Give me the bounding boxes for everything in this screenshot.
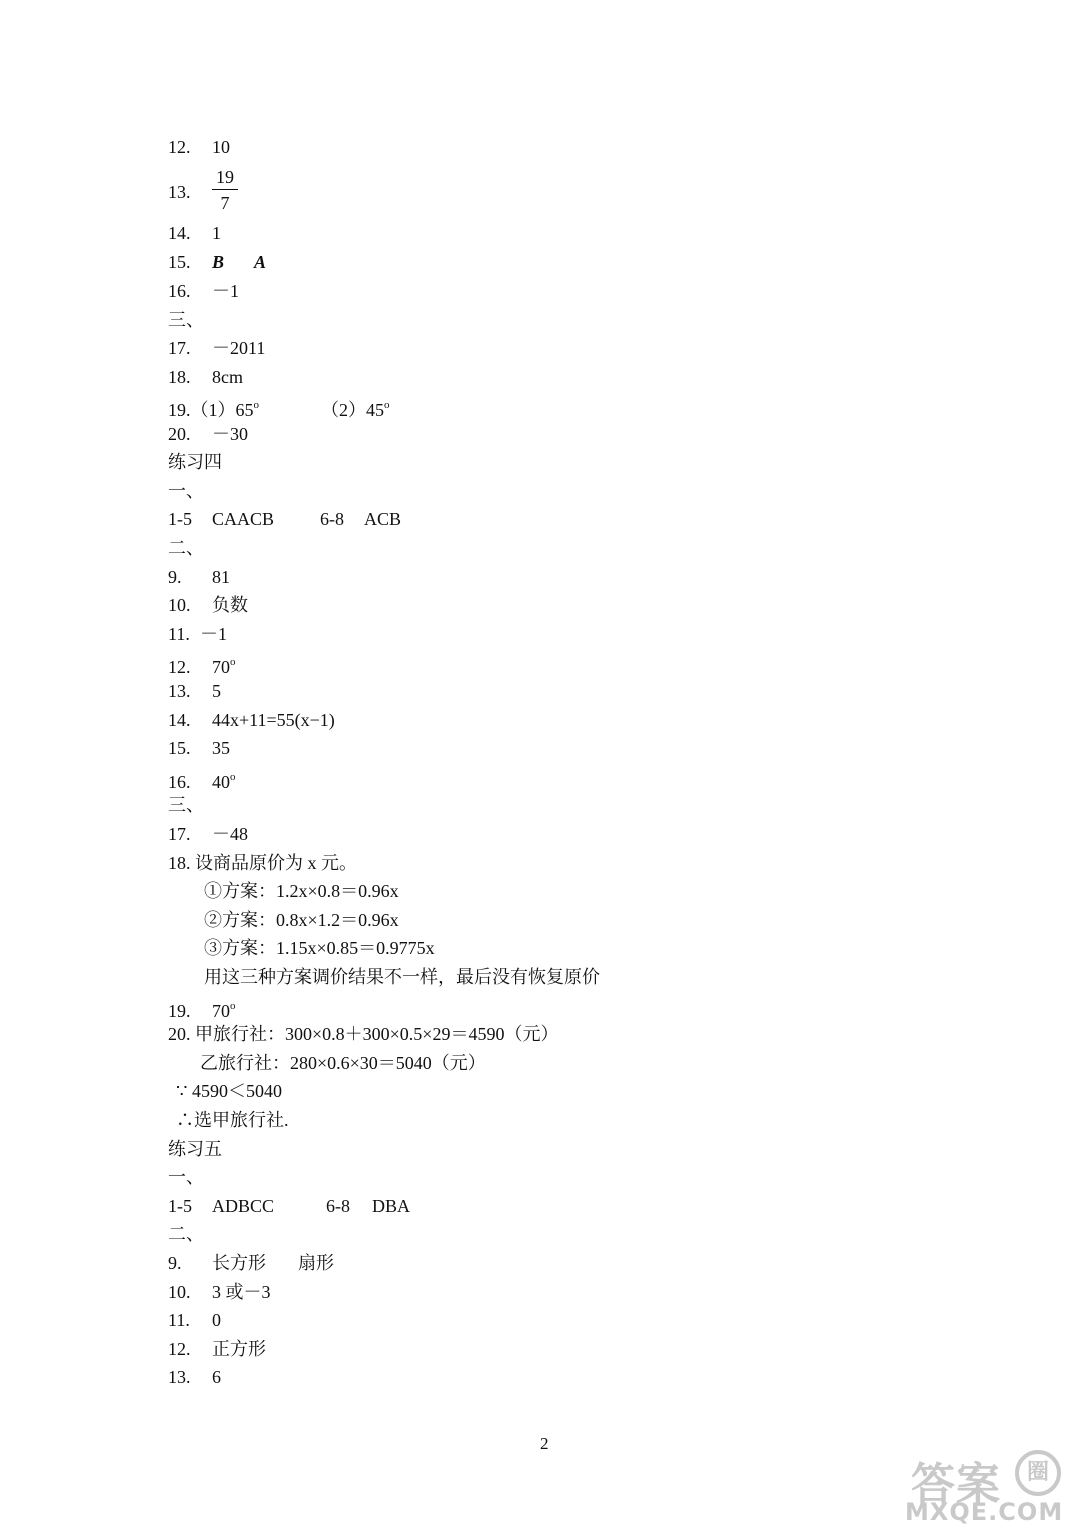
- answer-number: 10.: [168, 595, 191, 615]
- answer-value: B: [212, 252, 225, 272]
- answer-number: 13.: [168, 1367, 191, 1387]
- fraction-denominator: 7: [220, 193, 230, 213]
- answer-10: [168, 1281, 271, 1303]
- answer-value: 10: [212, 137, 230, 157]
- answer-number: 12.: [168, 657, 191, 677]
- answer-number: 15.: [168, 738, 191, 758]
- answer-12: [168, 136, 230, 158]
- answer-number: 13.: [168, 182, 191, 202]
- answer-value: －1: [200, 624, 227, 644]
- answer-14: [168, 709, 335, 731]
- answer-value: 44x+11=55(x−1): [212, 710, 335, 730]
- answer-value: 0: [212, 1310, 221, 1330]
- exercise-heading: 练习五: [168, 1139, 222, 1159]
- answer-value: 35: [212, 738, 230, 758]
- answer-20-line-4: ∴选甲旅行社.: [176, 1110, 289, 1130]
- answer-value: －48: [212, 824, 248, 844]
- answer-number: 16.: [168, 281, 191, 301]
- answer-value: CAACB: [212, 509, 275, 529]
- answer-value: 8cm: [212, 367, 243, 387]
- answer-number: 18.: [168, 367, 191, 387]
- answer-part-1: 19.（1）65: [168, 400, 254, 420]
- answer-value: 负数: [212, 595, 248, 615]
- answer-value: －2011: [212, 338, 266, 358]
- answer-number: 16.: [168, 772, 191, 792]
- section-heading: 三、: [168, 310, 204, 330]
- answer-value: 70: [212, 1001, 230, 1021]
- answer-12: [168, 651, 236, 678]
- section-heading: 三、: [168, 795, 204, 815]
- mc-answers: [168, 1195, 410, 1217]
- answer-value: 70: [212, 657, 230, 677]
- answer-18-intro: 18. 设商品原价为 x 元。: [168, 853, 357, 873]
- answer-number: 9.: [168, 1253, 182, 1273]
- section-heading: 二、: [168, 1224, 204, 1244]
- fraction-numerator: 19: [216, 167, 234, 187]
- answer-18-plan-1: ①方案：1.2x×0.8＝0.96x: [204, 881, 399, 901]
- answer-number: 1-5: [168, 509, 192, 529]
- watermark-logo: [905, 1448, 1064, 1528]
- answer-9: [168, 1252, 334, 1274]
- answer-number: 14.: [168, 710, 191, 730]
- degree-symbol: o: [230, 1000, 236, 1012]
- answer-15: [168, 251, 266, 273]
- answer-17: [168, 823, 248, 845]
- answer-value: A: [254, 252, 267, 272]
- answer-10: [168, 594, 248, 616]
- answer-14: [168, 222, 221, 244]
- answer-value: 扇形: [298, 1253, 334, 1273]
- answer-value: ADBCC: [212, 1196, 275, 1216]
- answer-16: [168, 280, 239, 302]
- answer-20: [168, 423, 248, 445]
- answer-value: －30: [212, 424, 248, 444]
- answer-18-plan-3: ③方案：1.15x×0.85＝0.9775x: [204, 938, 435, 958]
- answer-18-conclusion: 用这三种方案调价结果不一样，最后没有恢复原价: [204, 967, 600, 987]
- answer-12: [168, 1338, 266, 1360]
- watermark-circle-icon: 圈: [1015, 1450, 1061, 1496]
- answer-15: [168, 737, 230, 759]
- answer-value: 5: [212, 681, 221, 701]
- answer-value: －1: [212, 281, 239, 301]
- page-number: 2: [540, 1434, 549, 1453]
- answer-value: 40: [212, 772, 230, 792]
- answer-13: [168, 1366, 221, 1388]
- answer-value: 81: [212, 567, 230, 587]
- degree-symbol: o: [230, 656, 236, 668]
- answer-number: 6-8: [326, 1196, 350, 1216]
- answer-value: 长方形: [212, 1253, 266, 1273]
- answer-20-line-3: ∵ 4590＜5040: [176, 1081, 282, 1101]
- exercise-heading: 练习四: [168, 452, 222, 472]
- fraction: [212, 166, 238, 214]
- answer-19: [168, 995, 236, 1022]
- answer-number: 17.: [168, 824, 191, 844]
- answer-18-plan-2: ②方案：0.8x×1.2＝0.96x: [204, 910, 399, 930]
- answer-part-2: （2）45: [321, 400, 384, 420]
- answer-number: 12.: [168, 137, 191, 157]
- answer-20-line-2: 乙旅行社：280×0.6×30＝5040（元）: [200, 1053, 486, 1073]
- answer-18: [168, 366, 243, 388]
- answer-number: 13.: [168, 681, 191, 701]
- answer-value: 正方形: [212, 1339, 266, 1359]
- answer-value: DBA: [372, 1196, 411, 1216]
- answer-17: [168, 337, 265, 359]
- section-heading: 二、: [168, 538, 204, 558]
- degree-symbol: o: [230, 771, 236, 783]
- answer-20-line-1: 20. 甲旅行社：300×0.8＋300×0.5×29＝4590（元）: [168, 1024, 559, 1044]
- fraction-bar: [212, 189, 238, 190]
- answer-11: [168, 1309, 221, 1331]
- answer-value: 6: [212, 1367, 221, 1387]
- answer-value: 3 或－3: [212, 1282, 271, 1302]
- answer-value: 1: [212, 223, 221, 243]
- answer-number: 20.: [168, 424, 191, 444]
- answer-number: 10.: [168, 1282, 191, 1302]
- answer-16: [168, 766, 236, 793]
- section-heading: 一、: [168, 481, 204, 501]
- answer-number: 15.: [168, 252, 191, 272]
- answer-13: [168, 181, 212, 203]
- answer-19: [168, 394, 390, 421]
- section-heading: 一、: [168, 1167, 204, 1187]
- answer-13: [168, 680, 221, 702]
- answer-value: ACB: [364, 509, 402, 529]
- answer-11: [168, 623, 227, 645]
- watermark-text: 答案: [911, 1459, 1001, 1510]
- watermark-domain: MXQE.COM: [905, 1498, 1064, 1526]
- degree-symbol: o: [384, 399, 390, 411]
- answer-number: 11.: [168, 1310, 190, 1330]
- answer-number: 1-5: [168, 1196, 192, 1216]
- answer-number: 6-8: [320, 509, 344, 529]
- answer-number: 11.: [168, 624, 190, 644]
- answer-number: 17.: [168, 338, 191, 358]
- answer-9: [168, 566, 230, 588]
- answer-number: 9.: [168, 567, 182, 587]
- mc-answers: [168, 508, 401, 530]
- degree-symbol: o: [253, 399, 259, 411]
- answer-number: 14.: [168, 223, 191, 243]
- answer-number: 19.: [168, 1001, 191, 1021]
- answer-number: 12.: [168, 1339, 191, 1359]
